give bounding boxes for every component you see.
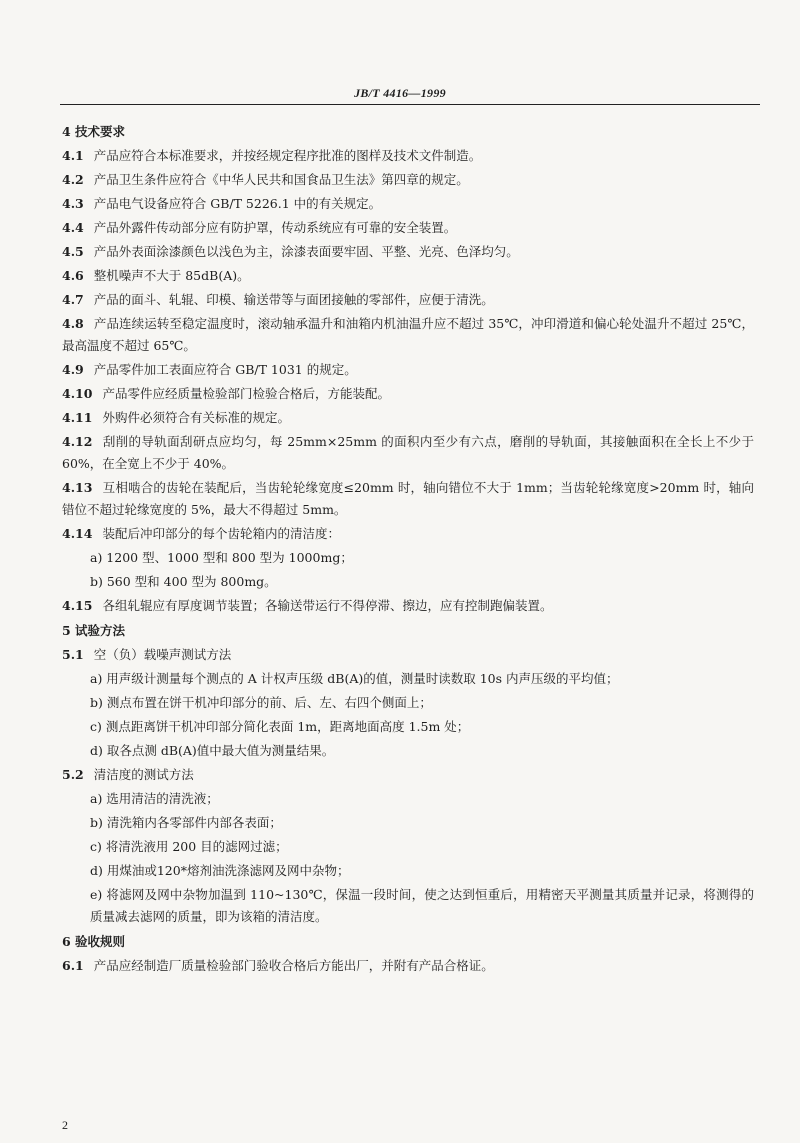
clause-number: 4.1 — [62, 148, 84, 163]
clause-4-7 — [62, 289, 754, 311]
clause-number: 4.14 — [62, 526, 93, 541]
clause-number: 4.3 — [62, 196, 84, 211]
clause-text: 产品零件应经质量检验部门检验合格后，方能装配。 — [102, 386, 390, 401]
clause-number: 4.7 — [62, 292, 84, 307]
document-body — [62, 118, 754, 979]
clause-number: 4.12 — [62, 434, 93, 449]
clause-number: 4.15 — [62, 598, 93, 613]
clause-number: 4.10 — [62, 386, 93, 401]
clause-number: 4.9 — [62, 362, 84, 377]
clause-text: 产品应经制造厂质量检验部门验收合格后方能出厂，并附有产品合格证。 — [93, 958, 494, 973]
clause-text: 外购件必须符合有关标准的规定。 — [102, 410, 290, 425]
clause-text: 产品应符合本标准要求，并按经规定程序批准的图样及技术文件制造。 — [93, 148, 482, 163]
page-number: 2 — [62, 1118, 68, 1132]
clause-5-2 — [62, 764, 754, 786]
clause-4-3 — [62, 193, 754, 215]
clause-text: 互相啮合的齿轮在装配后，当齿轮轮缘宽度≤20mm 时，轴向错位不大于 1mm；当齿轮轮缘宽度>20mm 时，轴向错位不超过轮缘宽度的 5%，最大不得超过 5mm。 — [62, 480, 754, 517]
clause-text: 装配后冲印部分的每个齿轮箱内的清洁度： — [102, 526, 340, 541]
list-item: a) 1200 型、1000 型和 800 型为 1000mg； — [90, 550, 353, 565]
clause-number: 4.8 — [62, 316, 84, 331]
clause-text: 空（负）载噪声测试方法 — [93, 647, 232, 662]
clause-text: 产品外露件传动部分应有防护罩，传动系统应有可靠的安全装置。 — [93, 220, 457, 235]
clause-text: 产品外表面涂漆颜色以浅色为主，涂漆表面要牢固、平整、光亮、色泽均匀。 — [93, 244, 519, 259]
clause-text: 整机噪声不大于 85dB(A)。 — [93, 268, 250, 283]
clause-text: 各组轧辊应有厚度调节装置；各输送带运行不得停滞、擦边，应有控制跑偏装置。 — [102, 598, 553, 613]
clause-4-11 — [62, 407, 754, 429]
clause-number: 4.6 — [62, 268, 84, 283]
clause-4-5 — [62, 241, 754, 263]
clause-text: 清洁度的测试方法 — [93, 767, 194, 782]
list-item: d) 取各点测 dB(A)值中最大值为测量结果。 — [90, 743, 335, 758]
clause-4-10 — [62, 383, 754, 405]
list-item: c) 将清洗液用 200 目的滤网过滤； — [90, 839, 288, 854]
clause-number: 4.5 — [62, 244, 84, 259]
list-item: a) 用声级计测量每个测点的 A 计权声压级 dB(A)的值，测量时读数取 10s 内声压级的平均值； — [90, 671, 619, 686]
clause-4-8 — [62, 313, 754, 357]
clause-4-4 — [62, 217, 754, 239]
clause-text: 刮削的导轨面刮研点应均匀，每 25mm×25mm 的面积内至少有六点，磨削的导轨面，其接触面积在全长上不少于 60%，在全宽上不少于 40%。 — [62, 434, 754, 471]
clause-number: 4.11 — [62, 410, 93, 425]
clause-5-1 — [62, 644, 754, 666]
clause-4-2 — [62, 169, 754, 191]
clause-4-12 — [62, 431, 754, 475]
clause-number: 5.1 — [62, 647, 84, 662]
clause-number: 6.1 — [62, 958, 84, 973]
clause-4-1 — [62, 145, 754, 167]
clause-4-13 — [62, 477, 754, 521]
clause-4-9 — [62, 359, 754, 381]
clause-text: 产品电气设备应符合 GB/T 5226.1 中的有关规定。 — [93, 196, 382, 211]
clause-text: 产品卫生条件应符合《中华人民共和国食品卫生法》第四章的规定。 — [93, 172, 469, 187]
list-item: b) 测点布置在饼干机冲印部分的前、后、左、右四个侧面上； — [90, 695, 432, 710]
clause-text: 产品的面斗、轧辊、印模、输送带等与面团接触的零部件，应便于清洗。 — [93, 292, 494, 307]
clause-4-14 — [62, 523, 754, 545]
clause-number: 4.2 — [62, 172, 84, 187]
header-rule — [60, 104, 760, 105]
list-item: e) 将滤网及网中杂物加温到 110~130℃，保温一段时间，使之达到恒重后，用精密天平测量其质量并记录，将测得的质量减去滤网的质量，即为该箱的清洁度。 — [90, 887, 754, 924]
clause-text: 产品连续运转至稳定温度时，滚动轴承温升和油箱内机油温升应不超过 35℃，冲印滑道和偏心轮处温升不超过 25℃，最高温度不超过 65℃。 — [62, 316, 754, 353]
section-heading-5: 5 试验方法 — [62, 623, 126, 638]
clause-4-6 — [62, 265, 754, 287]
clause-number: 4.4 — [62, 220, 84, 235]
clause-text: 产品零件加工表面应符合 GB/T 1031 的规定。 — [93, 362, 357, 377]
list-item: b) 清洗箱内各零部件内部各表面； — [90, 815, 282, 830]
list-item: c) 测点距离饼干机冲印部分简化表面 1m，距离地面高度 1.5m 处； — [90, 719, 470, 734]
list-item: a) 选用清洁的清洗液； — [90, 791, 219, 806]
section-heading-4: 4 技术要求 — [62, 124, 126, 139]
clause-number: 5.2 — [62, 767, 84, 782]
clause-6-1 — [62, 955, 754, 977]
header-standard-code: JB/T 4416—1999 — [354, 86, 446, 100]
section-heading-6: 6 验收规则 — [62, 934, 126, 949]
clause-number: 4.13 — [62, 480, 93, 495]
list-item: d) 用煤油或120*熔剂油洗涤滤网及网中杂物； — [90, 863, 350, 878]
list-item: b) 560 型和 400 型为 800mg。 — [90, 574, 277, 589]
clause-4-15 — [62, 595, 754, 617]
